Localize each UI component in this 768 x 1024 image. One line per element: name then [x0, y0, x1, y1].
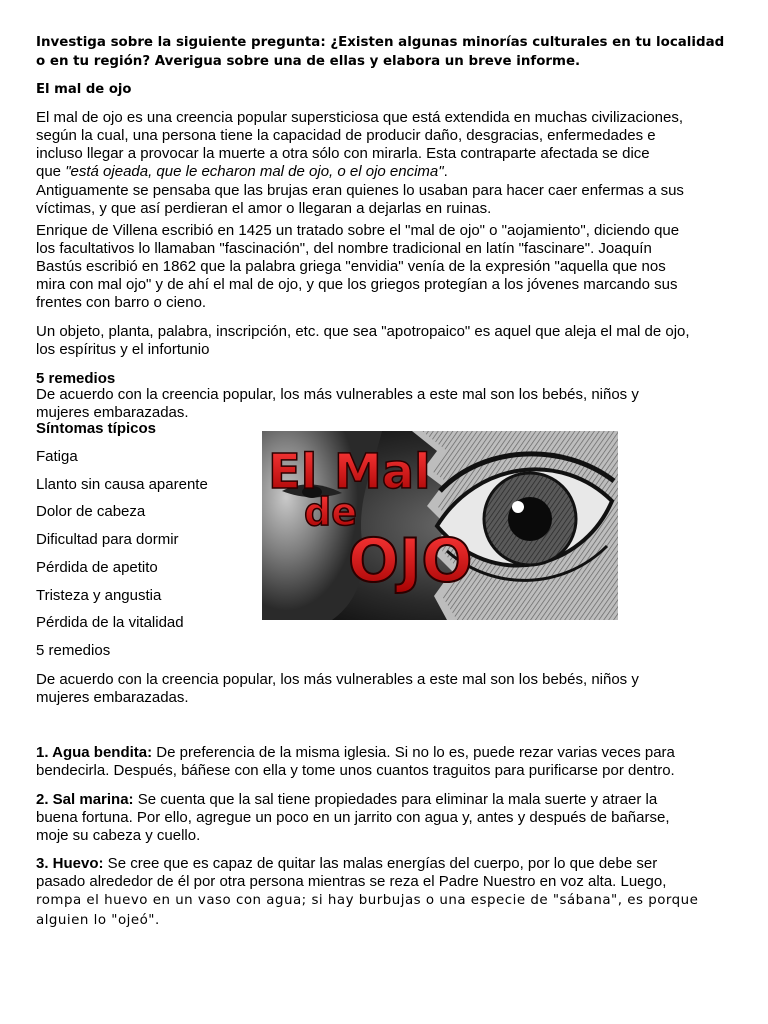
remedy-label: 3. Huevo:: [36, 855, 104, 872]
remedy-item: [36, 791, 726, 845]
text-line: Se cree que es capaz de quitar las malas energías del cuerpo, por lo que debe ser: [103, 855, 658, 872]
text-line: De preferencia de la misma iglesia. Si no lo es, puede rezar varias veces para: [152, 744, 675, 761]
symptoms-heading: Síntomas típicos: [36, 420, 157, 437]
text-line: pasado alrededor de él por otra persona mientras se reza el Padre Nuestro en voz alta. Luego,: [36, 873, 667, 890]
symptom-item: Llanto sin causa aparente: [36, 476, 208, 493]
text-line: El mal de ojo es una creencia popular supersticiosa que está extendida en muchas civilizaciones,: [36, 109, 684, 126]
question-line: Investiga sobre la siguiente pregunta: ¿Existen algunas minorías culturales en tu localidad: [36, 35, 725, 50]
text-line: Enrique de Villena escribió en 1425 un tratado sobre el "mal de ojo" o "aojamiento", diciendo que: [36, 222, 680, 239]
banner-title-line2: de: [304, 490, 357, 534]
quote: "está ojeada, que le echaron mal de ojo, o el ojo encima": [65, 163, 444, 180]
symptom-item: Fatiga: [36, 448, 78, 465]
text-line: según la cual, una persona tiene la capacidad de producir daño, desgracias, enfermedades e: [36, 127, 656, 144]
section-title: El mal de ojo: [36, 82, 132, 97]
evil-eye-banner-image: [262, 431, 618, 620]
symptom-item: Tristeza y angustia: [36, 587, 162, 604]
text-line: Bastús escribió en 1862 que la palabra griega "envidia" venía de la expresión "aquella que nos: [36, 258, 666, 275]
vulnerable-paragraph-repeat: [36, 671, 726, 707]
history-paragraph: [36, 222, 726, 312]
text-line: De acuerdo con la creencia popular, los más vulnerables a este mal son los bebés, niños y: [36, 671, 639, 688]
remedy-label: 2. Sal marina:: [36, 791, 134, 808]
assignment-question: [36, 34, 726, 71]
text-line: mira con mal ojo" y de ahí el mal de ojo, y que los griegos protegían a los jóvenes marcando sus: [36, 276, 678, 293]
text-line: que: [36, 163, 66, 180]
question-line: o en tu región? Averigua sobre una de ellas y elabora un breve informe.: [36, 53, 581, 69]
text-line: mujeres embarazadas.: [36, 404, 189, 421]
text-line: buena fortuna. Por ello, agregue un poco en un jarrito con agua y, antes y después de bañarse,: [36, 809, 670, 826]
text-line: incluso llegar a provocar la muerte a otra sólo con mirarla. Esta contraparte afectada se dice: [36, 145, 650, 162]
banner-title-line3: OJO: [348, 526, 473, 596]
apotropaic-paragraph: [36, 323, 726, 359]
symptom-item: 5 remedios: [36, 642, 111, 659]
evil-eye-illustration: [262, 431, 618, 620]
text-line: víctimas, y que así perdieran el amor o llegaran a dejarlas en ruinas.: [36, 200, 492, 217]
symptom-item: Dificultad para dormir: [36, 531, 179, 548]
text-line: bendecirla. Después, báñese con ella y tome unos cuantos traguitos para purificarse por dentro.: [36, 762, 675, 779]
remedy-label: 1. Agua bendita:: [36, 744, 153, 761]
remedy-item: [36, 744, 726, 780]
text-line: alguien lo "ojeó".: [36, 912, 160, 928]
text-line: los espíritus y el infortunio: [36, 341, 210, 358]
banner-title-line1: El Mal: [268, 444, 431, 500]
text-line: De acuerdo con la creencia popular, los más vulnerables a este mal son los bebés, niños y: [36, 386, 639, 403]
remedies-heading: 5 remedios: [36, 370, 116, 387]
symptom-item: Pérdida de apetito: [36, 559, 158, 576]
symptom-item: Dolor de cabeza: [36, 503, 146, 520]
witches-paragraph: [36, 182, 726, 218]
text-line: rompa el huevo en un vaso con agua; si hay burbujas o una especie de "sábana", es porque: [36, 893, 699, 908]
text-line: frentes con barro o cieno.: [36, 294, 207, 311]
text-line: moje su cabeza y cuello.: [36, 827, 201, 844]
text-line: Antiguamente se pensaba que las brujas eran quienes lo usaban para hacer caer enfermas a sus: [36, 182, 684, 199]
intro-paragraph: [36, 109, 726, 181]
text-line: .: [443, 163, 448, 180]
remedy-item: [36, 855, 726, 930]
text-line: los facultativos lo llamaban "fascinación", del nombre tradicional en latín "fascinare". Joaquín: [36, 240, 652, 257]
text-line: Un objeto, planta, palabra, inscripción, etc. que sea "apotropaico" es aquel que aleja el mal de ojo,: [36, 323, 690, 340]
vulnerable-paragraph: [36, 386, 726, 422]
text-line: mujeres embarazadas.: [36, 689, 189, 706]
text-line: Se cuenta que la sal tiene propiedades para eliminar la mala suerte y atraer la: [133, 791, 658, 808]
symptom-item: Pérdida de la vitalidad: [36, 614, 184, 631]
